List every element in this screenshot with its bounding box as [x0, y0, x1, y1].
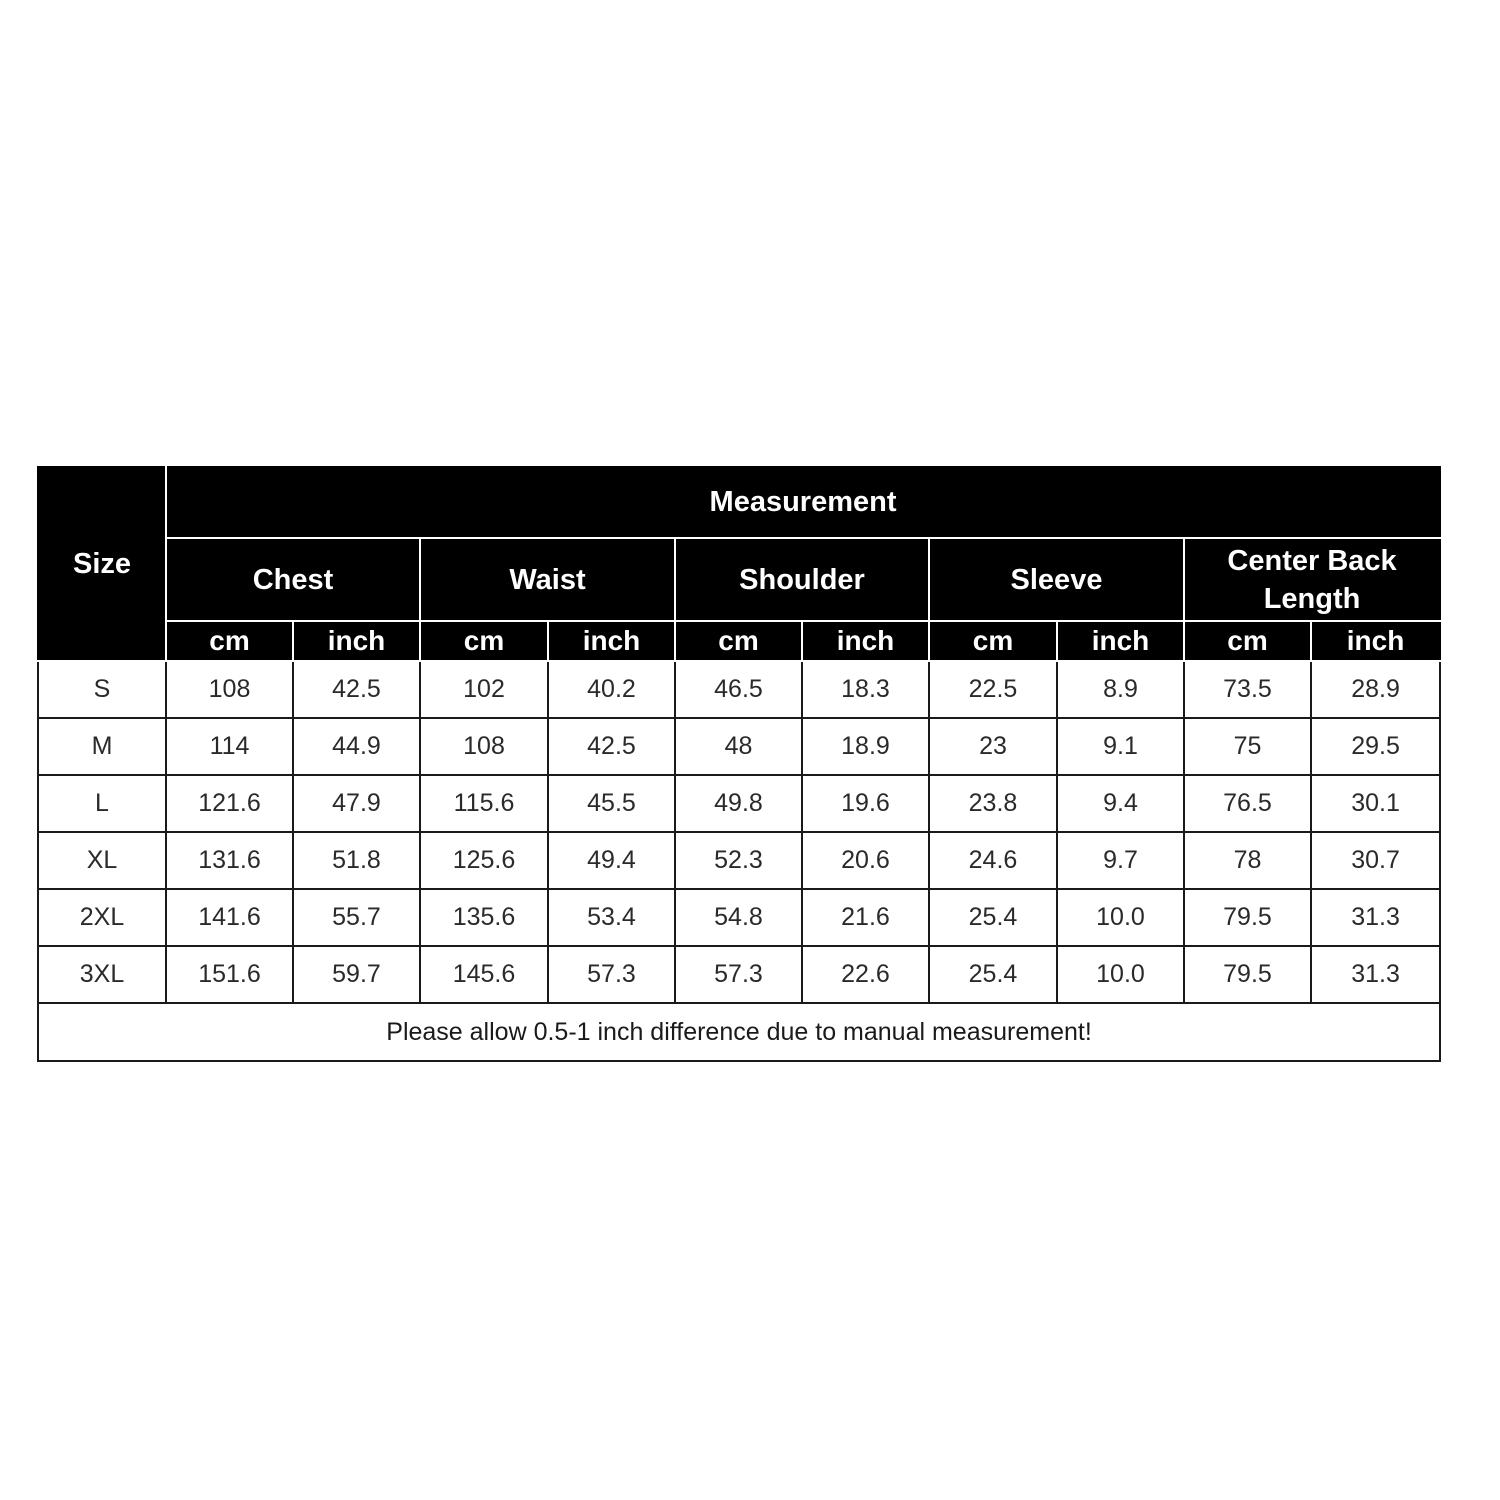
value-cell: 18.9 [802, 718, 929, 775]
value-cell: 23 [929, 718, 1057, 775]
value-cell: 55.7 [293, 889, 420, 946]
value-cell: 78 [1184, 832, 1311, 889]
value-cell: 121.6 [166, 775, 293, 832]
value-cell: 54.8 [675, 889, 802, 946]
value-cell: 102 [420, 661, 548, 718]
value-cell: 79.5 [1184, 889, 1311, 946]
value-cell: 141.6 [166, 889, 293, 946]
value-cell: 76.5 [1184, 775, 1311, 832]
size-header: Size [38, 467, 166, 661]
value-cell: 75 [1184, 718, 1311, 775]
measurement-note: Please allow 0.5-1 inch difference due to manual measurement! [38, 1003, 1440, 1061]
table-row [38, 946, 1440, 1003]
value-cell: 51.8 [293, 832, 420, 889]
value-cell: 9.7 [1057, 832, 1184, 889]
value-cell: 31.3 [1311, 946, 1440, 1003]
size-cell: 3XL [38, 946, 166, 1003]
value-cell: 135.6 [420, 889, 548, 946]
value-cell: 20.6 [802, 832, 929, 889]
size-cell: M [38, 718, 166, 775]
table-row [38, 832, 1440, 889]
value-cell: 22.6 [802, 946, 929, 1003]
unit-header: inch [1311, 621, 1440, 661]
unit-header: cm [166, 621, 293, 661]
value-cell: 57.3 [548, 946, 675, 1003]
unit-header: cm [1184, 621, 1311, 661]
size-chart-table [37, 466, 1441, 1062]
value-cell: 114 [166, 718, 293, 775]
value-cell: 79.5 [1184, 946, 1311, 1003]
size-cell: L [38, 775, 166, 832]
value-cell: 18.3 [802, 661, 929, 718]
value-cell: 42.5 [548, 718, 675, 775]
size-cell: XL [38, 832, 166, 889]
value-cell: 29.5 [1311, 718, 1440, 775]
unit-header: inch [1057, 621, 1184, 661]
value-cell: 44.9 [293, 718, 420, 775]
group-header-center-back-length: Center Back Length [1184, 538, 1440, 621]
value-cell: 25.4 [929, 946, 1057, 1003]
value-cell: 59.7 [293, 946, 420, 1003]
value-cell: 30.7 [1311, 832, 1440, 889]
note-row [38, 1003, 1440, 1061]
value-cell: 57.3 [675, 946, 802, 1003]
value-cell: 10.0 [1057, 946, 1184, 1003]
value-cell: 23.8 [929, 775, 1057, 832]
value-cell: 49.8 [675, 775, 802, 832]
value-cell: 115.6 [420, 775, 548, 832]
unit-header: cm [420, 621, 548, 661]
value-cell: 108 [420, 718, 548, 775]
value-cell: 45.5 [548, 775, 675, 832]
unit-header: cm [675, 621, 802, 661]
value-cell: 25.4 [929, 889, 1057, 946]
value-cell: 131.6 [166, 832, 293, 889]
value-cell: 10.0 [1057, 889, 1184, 946]
table-row [38, 661, 1440, 718]
table-row [38, 889, 1440, 946]
value-cell: 9.1 [1057, 718, 1184, 775]
value-cell: 9.4 [1057, 775, 1184, 832]
value-cell: 42.5 [293, 661, 420, 718]
value-cell: 31.3 [1311, 889, 1440, 946]
unit-header: inch [548, 621, 675, 661]
value-cell: 48 [675, 718, 802, 775]
measurement-header: Measurement [166, 467, 1440, 538]
value-cell: 151.6 [166, 946, 293, 1003]
value-cell: 53.4 [548, 889, 675, 946]
unit-header: inch [802, 621, 929, 661]
value-cell: 49.4 [548, 832, 675, 889]
value-cell: 108 [166, 661, 293, 718]
value-cell: 22.5 [929, 661, 1057, 718]
group-header-sleeve: Sleeve [929, 538, 1184, 621]
value-cell: 40.2 [548, 661, 675, 718]
unit-header: inch [293, 621, 420, 661]
value-cell: 46.5 [675, 661, 802, 718]
table-row [38, 775, 1440, 832]
size-cell: 2XL [38, 889, 166, 946]
value-cell: 47.9 [293, 775, 420, 832]
unit-header: cm [929, 621, 1057, 661]
table-row [38, 718, 1440, 775]
value-cell: 24.6 [929, 832, 1057, 889]
value-cell: 73.5 [1184, 661, 1311, 718]
size-cell: S [38, 661, 166, 718]
value-cell: 28.9 [1311, 661, 1440, 718]
value-cell: 19.6 [802, 775, 929, 832]
value-cell: 8.9 [1057, 661, 1184, 718]
group-header-chest: Chest [166, 538, 420, 621]
group-header-shoulder: Shoulder [675, 538, 929, 621]
value-cell: 52.3 [675, 832, 802, 889]
value-cell: 21.6 [802, 889, 929, 946]
value-cell: 125.6 [420, 832, 548, 889]
group-header-waist: Waist [420, 538, 675, 621]
value-cell: 145.6 [420, 946, 548, 1003]
value-cell: 30.1 [1311, 775, 1440, 832]
